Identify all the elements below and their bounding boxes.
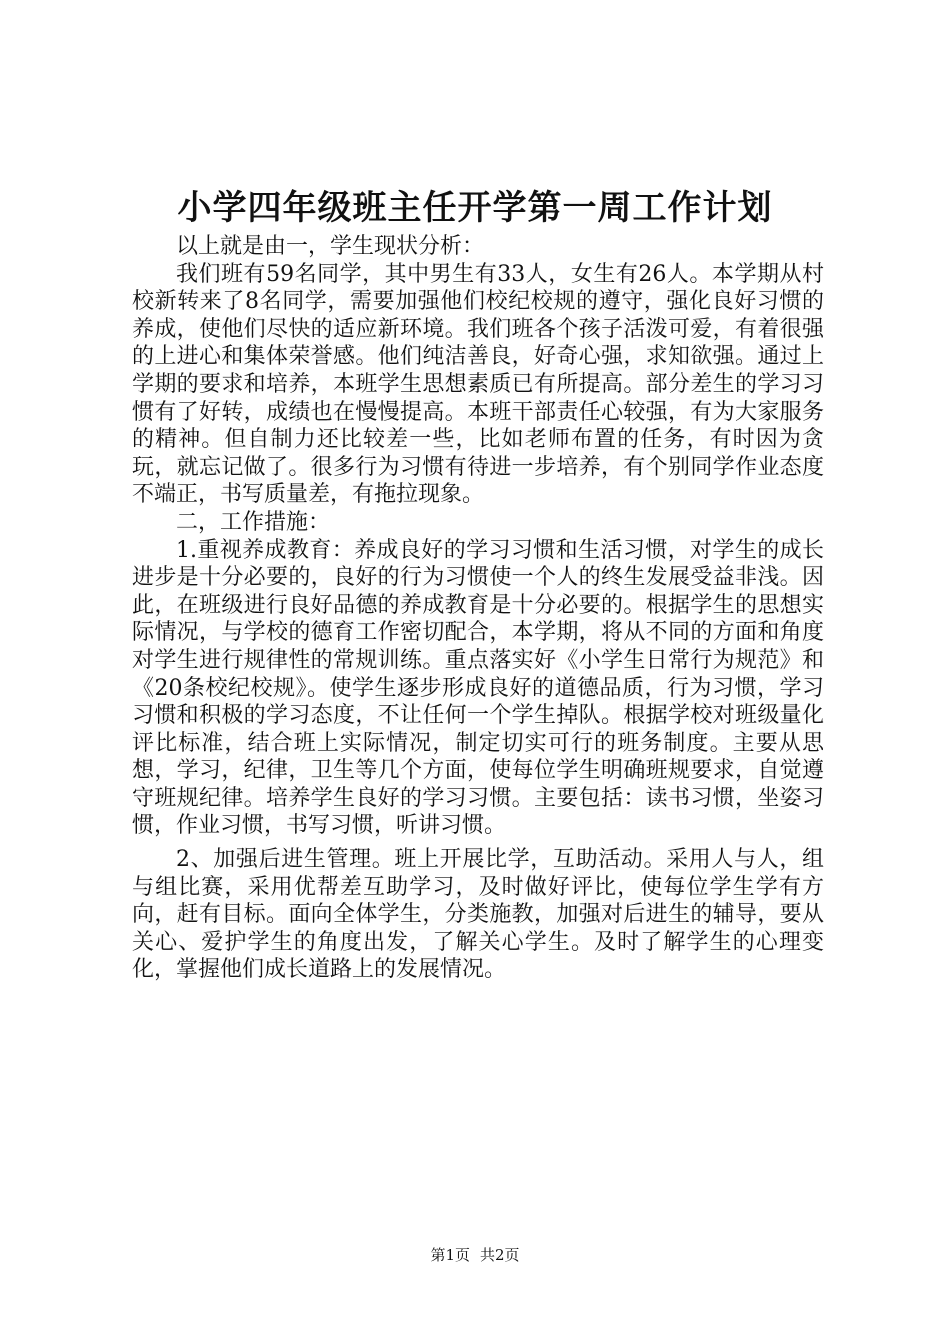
document-body: [132, 233, 824, 984]
document-title: 小学四年级班主任开学第一周工作计划: [177, 188, 773, 228]
section-heading-measures: 二，工作措施：: [176, 509, 331, 535]
page-number: 第1页: [430, 1246, 470, 1264]
paragraph-student-status: 我们班有59名同学，其中男生有33人，女生有26人。本学期从村校新转来了8名同学，需要加强他们校纪校规的遵守，强化良好习惯的养成，使他们尽快的适应新环境。我们班各个孩子活泼可爱，有着很强的上进心和集体荣誉感。他们纯洁善良，好奇心强，求知欲强。通过上学期的要求和培养，本班学生思想素质已有所提高。部分差生的学习习惯有了好转，成绩也在慢慢提高。本班干部责任心较强，有为大家服务的精神。但自制力还比较差一些，比如老师布置的任务，有时因为贪玩，就忘记做了。很多行为习惯有待进一步培养，有个别同学作业态度不端正，书写质量差，有拖拉现象。: [132, 261, 824, 508]
paragraph-underachiever-management: 2、加强后进生管理。班上开展比学，互助活动。采用人与人，组与组比赛，采用优帮差互助学习，及时做好评比，使每位学生学有方向，赶有目标。面向全体学生，分类施教，加强对后进生的辅导，要从关心、爱护学生的角度出发，了解关心学生。及时了解学生的心理变化，掌握他们成长道路上的发展情况。: [132, 847, 824, 983]
paragraph-habit-education: 1.重视养成教育：养成良好的学习习惯和生活习惯，对学生的成长进步是十分必要的，良好的行为习惯使一个人的终生发展受益非浅。因此，在班级进行良好品德的养成教育是十分必要的。根据学生的思想实际情况，与学校的德育工作密切配合，本学期，将从不同的方面和角度对学生进行规律性的常规训练。重点落实好《小学生日常行为规范》和《20条校纪校规》。使学生逐步形成良好的道德品质，行为习惯，学习习惯和积极的学习态度，不让任何一个学生掉队。根据学校对班级量化评比标准，结合班上实际情况，制定切实可行的班务制度。主要从思想，学习，纪律，卫生等几个方面，使每位学生明确班规要求，自觉遵守班规纪律。培养学生良好的学习习惯。主要包括：读书习惯，坐姿习惯，作业习惯，书写习惯，听讲习惯。: [132, 537, 824, 839]
page-footer: [0, 1245, 950, 1265]
page-total: 共2页: [480, 1246, 520, 1264]
section-heading-analysis: 以上就是由一，学生现状分析：: [176, 234, 485, 259]
